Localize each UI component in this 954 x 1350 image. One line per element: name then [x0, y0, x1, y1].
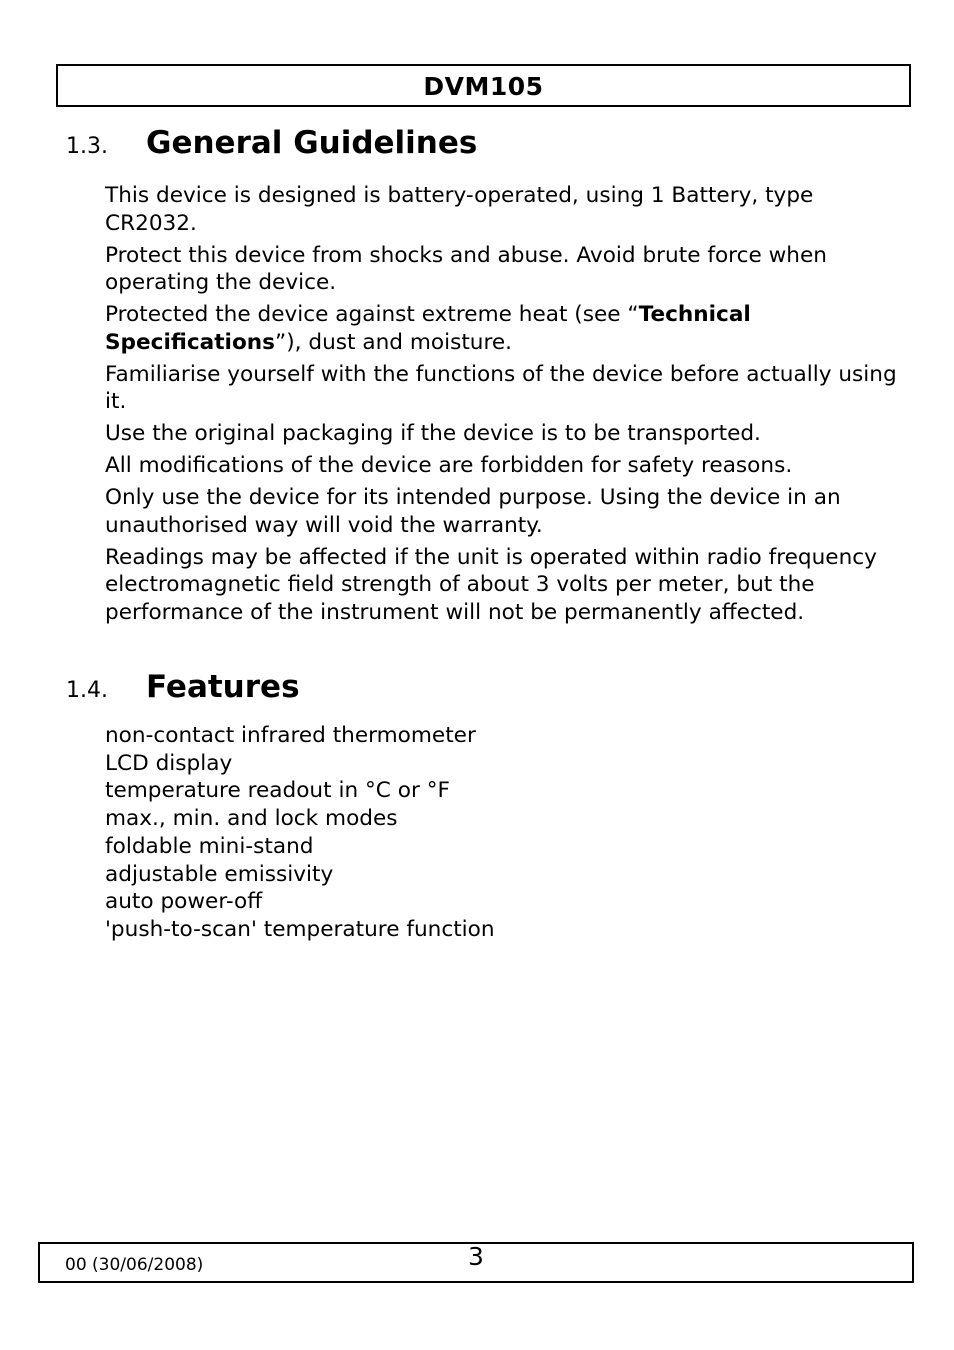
guideline-bold-reference: Technical Specifications	[105, 302, 751, 355]
feature-item: 'push-to-scan' temperature function	[105, 916, 495, 942]
guideline-text-part: ”), dust and moisture.	[275, 329, 513, 355]
feature-item: max., min. and lock modes	[105, 806, 398, 832]
section-heading-features	[66, 669, 300, 705]
document-version: 00 (30/06/2008)	[65, 1255, 204, 1275]
feature-item: LCD display	[105, 750, 233, 776]
feature-item: adjustable emissivity	[105, 861, 334, 887]
feature-item: temperature readout in °C or °F	[105, 778, 450, 804]
feature-item: foldable mini-stand	[105, 833, 314, 859]
guideline-paragraph: Use the original packaging if the device is to be transported.	[105, 421, 761, 446]
feature-item: non-contact infrared thermometer	[105, 723, 476, 748]
feature-item: auto power-off	[105, 889, 263, 915]
guideline-text-part: Protected the device against extreme heat (see “	[105, 302, 639, 327]
guidelines-text	[105, 182, 905, 631]
section-title: General Guidelines	[146, 125, 478, 161]
page-header	[56, 64, 911, 107]
model-name: DVM105	[423, 72, 544, 101]
section-heading-general-guidelines	[66, 125, 477, 161]
guideline-paragraph: All modifications of the device are forbidden for safety reasons.	[105, 453, 793, 478]
section-number: 1.4.	[66, 678, 108, 703]
section-number: 1.3.	[66, 134, 108, 159]
page-number: 3	[468, 1242, 484, 1271]
guideline-paragraph: Readings may be affected if the unit is operated within radio frequency electromagnetic field strength of about 3 volts per meter, but the performance of the instrument will not be permanently affected.	[105, 544, 877, 625]
guideline-paragraph: Only use the device for its intended purpose. Using the device in an unauthorised way will void the warranty.	[105, 485, 841, 538]
guideline-paragraph: Protect this device from shocks and abuse. Avoid brute force when operating the device.	[105, 242, 827, 295]
guideline-paragraph	[105, 301, 905, 356]
guideline-paragraph: This device is designed is battery-operated, using 1 Battery, type CR2032.	[105, 183, 814, 236]
section-title: Features	[146, 669, 300, 705]
page-footer	[38, 1242, 914, 1283]
features-list	[105, 722, 905, 944]
guideline-paragraph: Familiarise yourself with the functions of the device before actually using it.	[105, 361, 897, 414]
